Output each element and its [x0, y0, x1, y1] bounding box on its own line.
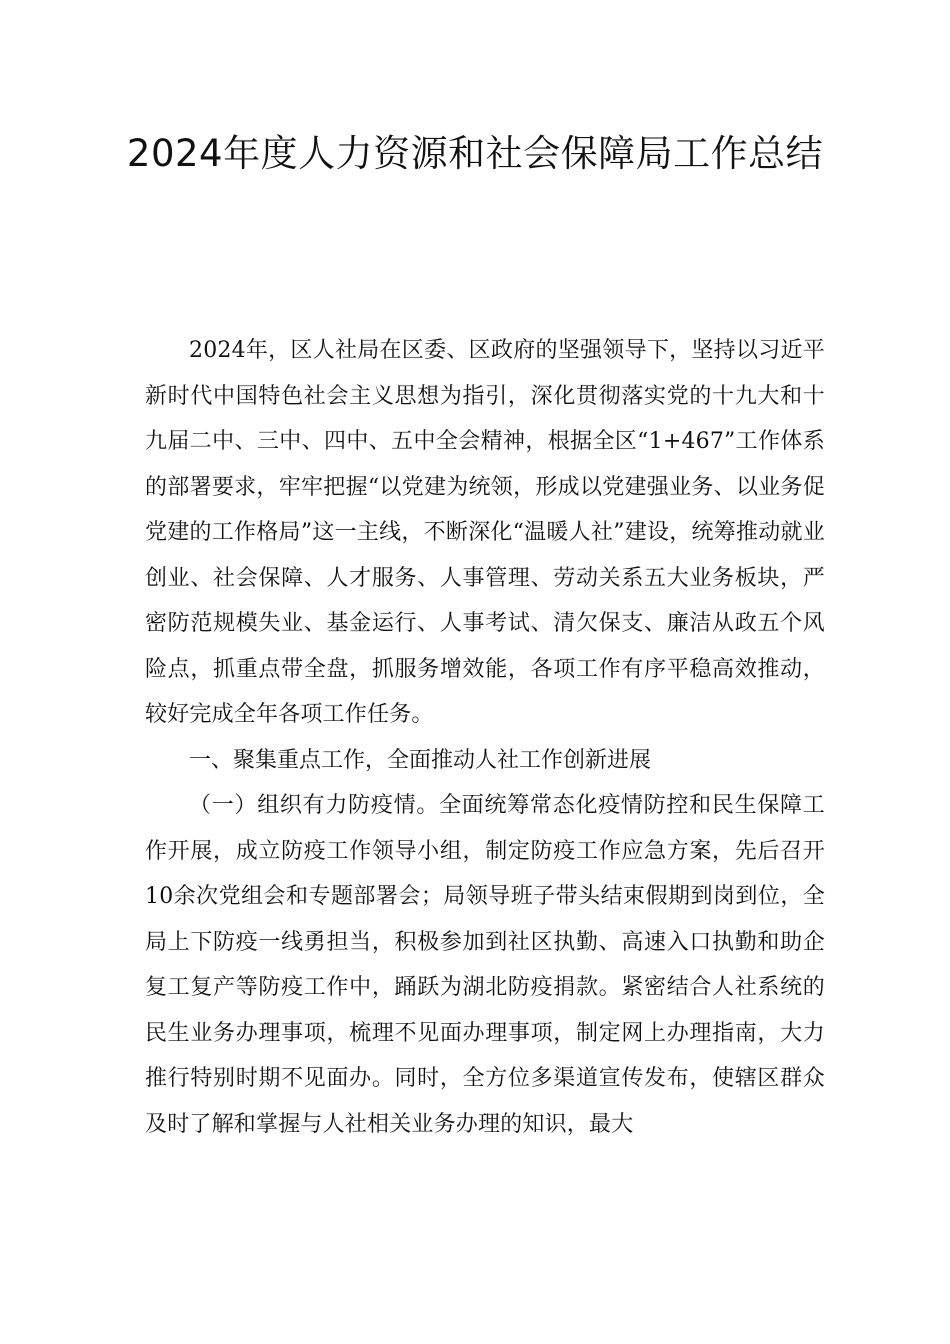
subsection-paragraph: （一）组织有力防疫情。全面统筹常态化疫情防控和民生保障工作开展，成立防疫工作领导小组，制定防疫工作应急方案，先后召开10余次党组会和专题部署会；局领导班子带头结束假期到岗到位，全局上下防疫一线勇担当，积极参加到社区执勤、高速入口执勤和助企复工复产等防疫工作中，踊跃为湖北防疫捐款。紧密结合人社系统的民生业务办理事项，梳理不见面办理事项，制定网上办理指南，大力推行特别时期不见面办。同时，全方位多渠道宣传发布，使辖区群众及时了解和掌握与人社相关业务办理的知识，最大 [145, 793, 825, 1137]
intro-paragraph: 2024年，区人社局在区委、区政府的坚强领导下，坚持以习近平新时代中国特色社会主义思想为指引，深化贯彻落实党的十九大和十九届二中、三中、四中、五中全会精神，根据全区“1+467”工作体系的部署要求，牢牢把握“以党建为统领，形成以党建强业务、以业务促党建的工作格局”这一主线，不断深化“温暖人社”建设，统筹推动就业创业、社会保障、人才服务、人事管理、劳动关系五大业务板块，严密防范规模失业、基金运行、人事考试、清欠保支、廉洁从政五个风险点，抓重点带全盘，抓服务增效能，各项工作有序平稳高效推动，较好完成全年各项工作任务。 [145, 338, 825, 727]
document-title: 2024年度人力资源和社会保障局工作总结 [126, 132, 824, 175]
document-body [145, 328, 825, 1147]
section-heading: 一、聚集重点工作，全面推动人社工作创新进展 [189, 747, 652, 773]
